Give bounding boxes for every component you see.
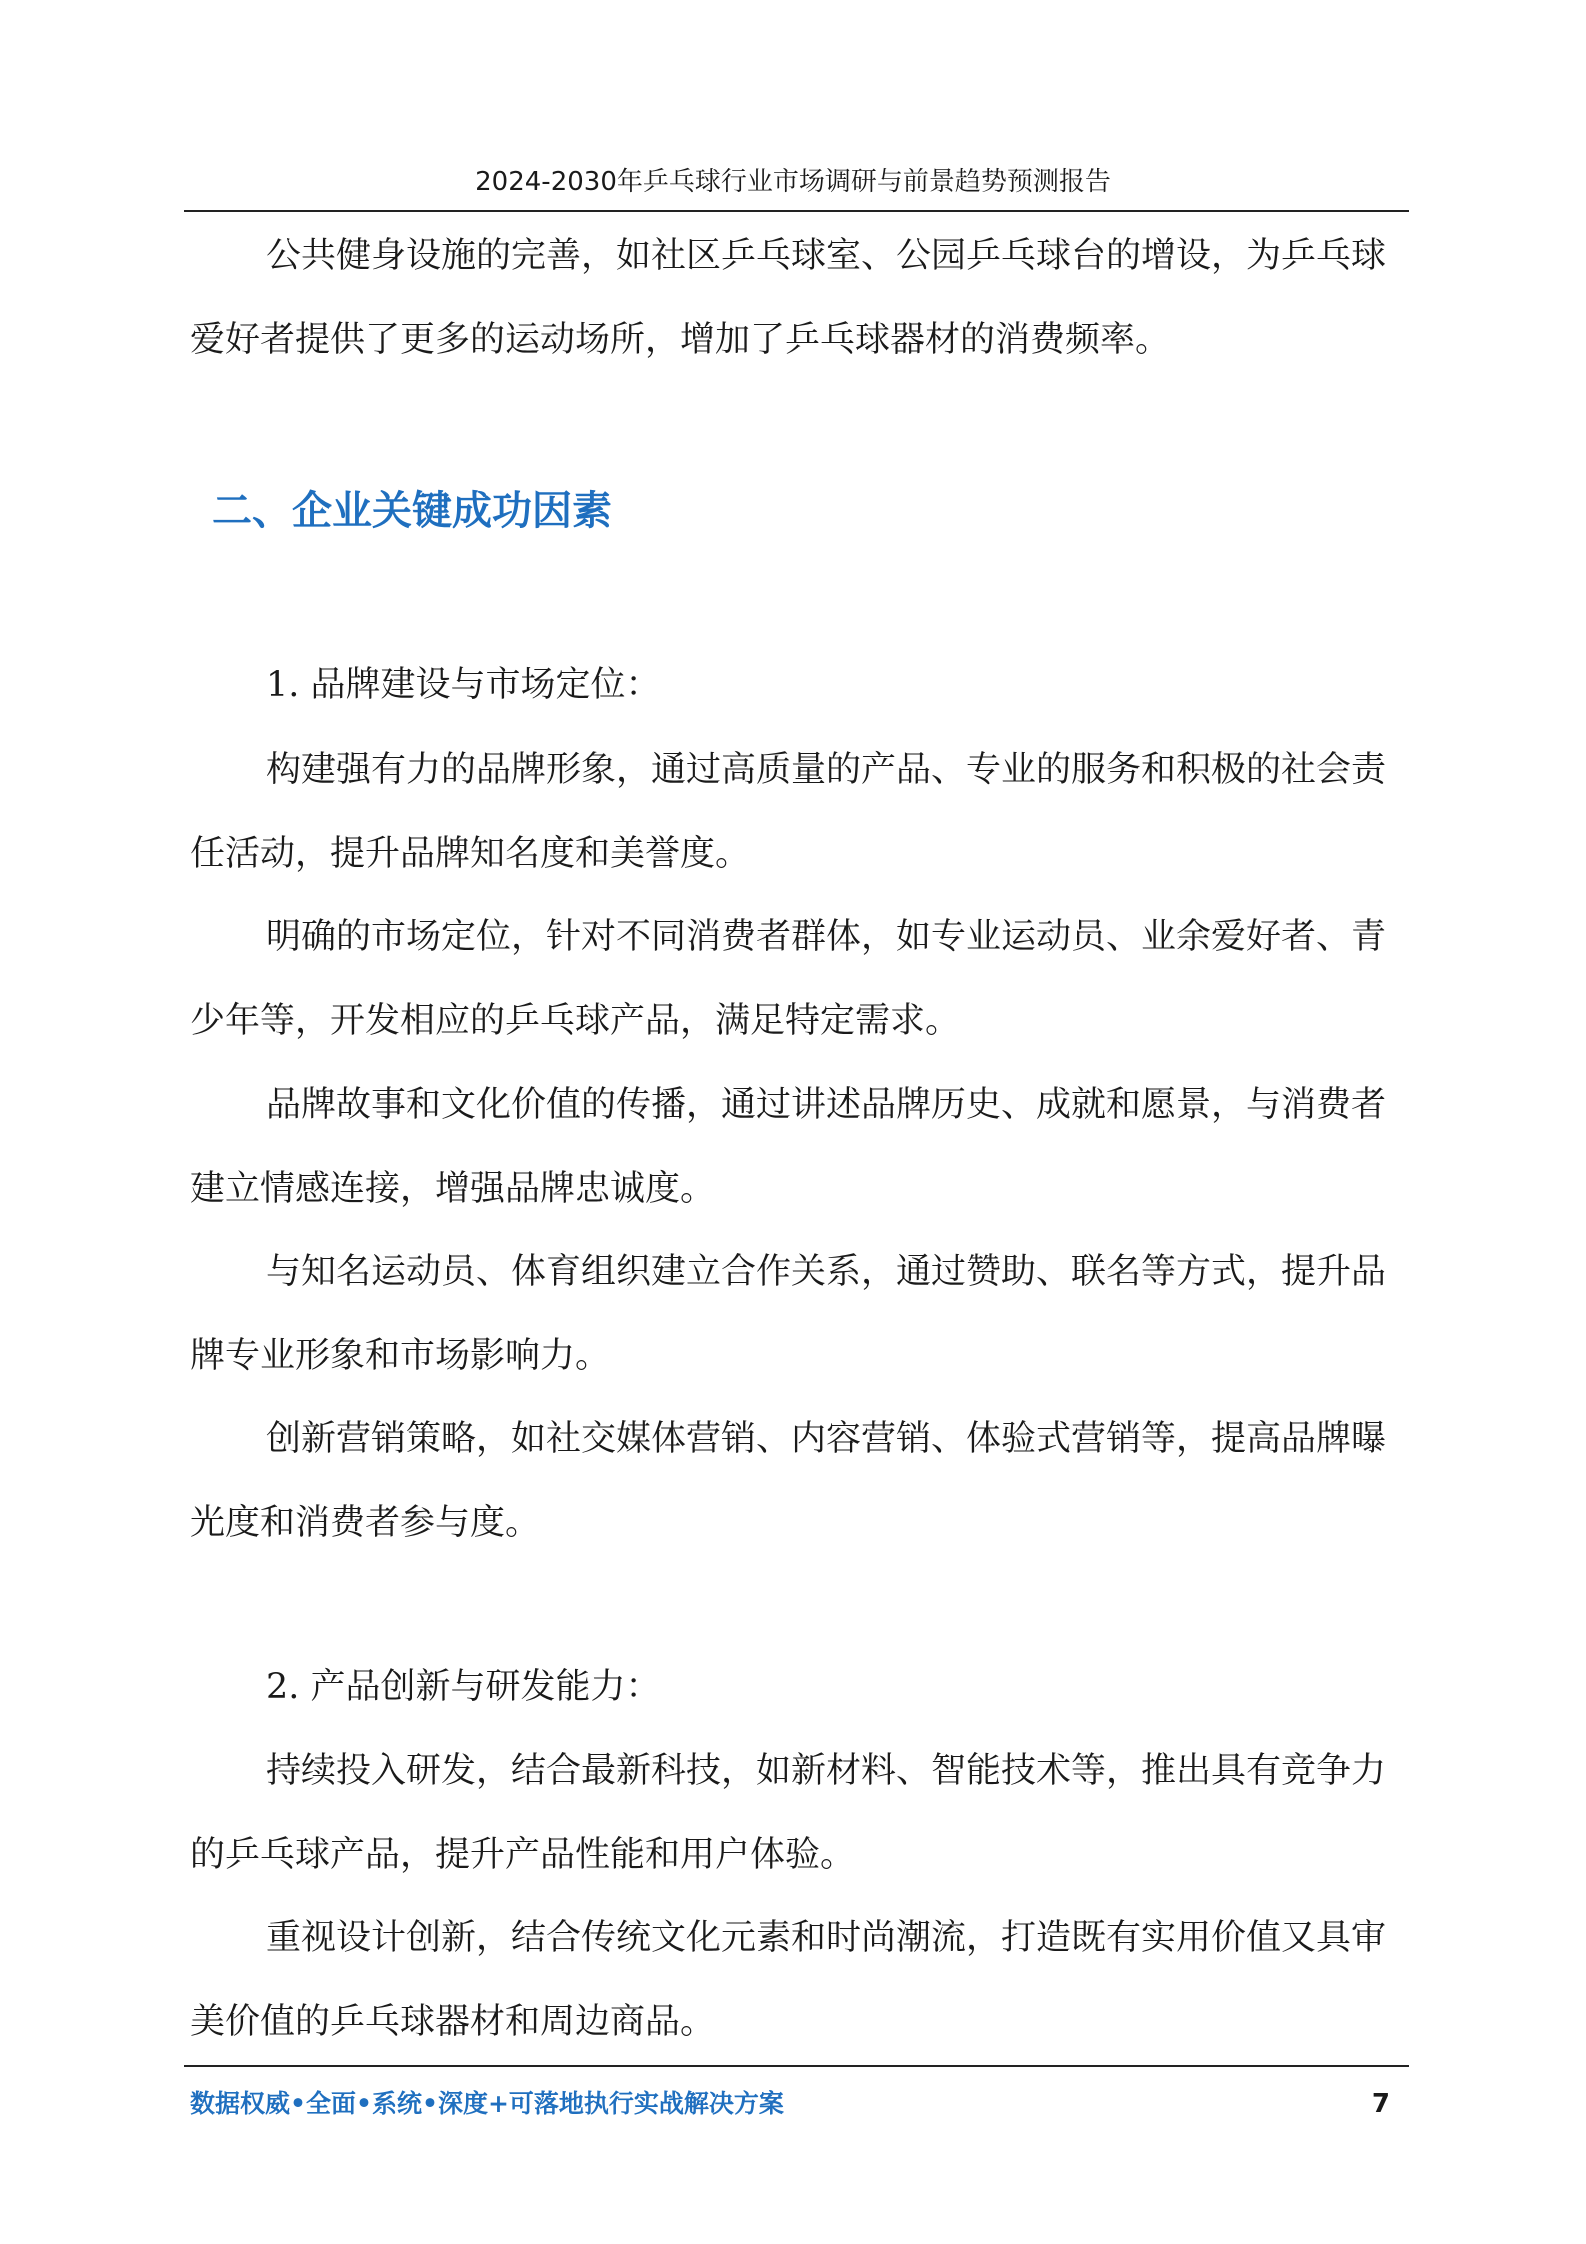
intro-paragraph: 公共健身设施的完善，如社区乒乓球室、公园乒乓球台的增设，为乒乓球爱好者提供了更多的运动场所，增加了乒乓球器材的消费频率。 bbox=[190, 236, 1387, 360]
subsection-1-paragraph-4: 与知名运动员、体育组织建立合作关系，通过赞助、联名等方式，提升品牌专业形象和市场影响力。 bbox=[190, 1252, 1387, 1376]
page-number: 7 bbox=[1371, 2089, 1390, 2119]
subsection-1-paragraph-3: 品牌故事和文化价值的传播，通过讲述品牌历史、成就和愿景，与消费者建立情感连接，增强品牌忠诚度。 bbox=[190, 1085, 1387, 1209]
subsection-1-paragraph-5: 创新营销策略，如社交媒体营销、内容营销、体验式营销等，提高品牌曝光度和消费者参与度。 bbox=[190, 1419, 1387, 1543]
header-divider bbox=[184, 210, 1409, 212]
subsection-2-paragraph-1: 持续投入研发，结合最新科技，如新材料、智能技术等，推出具有竞争力的乒乓球产品，提升产品性能和用户体验。 bbox=[190, 1751, 1387, 1875]
subsection-1-paragraph-1: 构建强有力的品牌形象，通过高质量的产品、专业的服务和积极的社会责任活动，提升品牌知名度和美誉度。 bbox=[190, 750, 1387, 874]
subsection-2-paragraph-2: 重视设计创新，结合传统文化元素和时尚潮流，打造既有实用价值又具审美价值的乒乓球器材和周边商品。 bbox=[190, 1918, 1387, 2042]
subsection-2-title: 2. 产品创新与研发能力： bbox=[266, 1667, 661, 1707]
subsection-1-title: 1. 品牌建设与市场定位： bbox=[266, 665, 661, 705]
subsection-1-paragraph-2: 明确的市场定位，针对不同消费者群体，如专业运动员、业余爱好者、青少年等，开发相应的乒乓球产品，满足特定需求。 bbox=[190, 917, 1387, 1041]
footer-divider bbox=[184, 2065, 1409, 2067]
header-title: 2024-2030年乒乓球行业市场调研与前景趋势预测报告 bbox=[475, 167, 1111, 197]
section-heading: 二、企业关键成功因素 bbox=[212, 488, 612, 534]
footer-slogan: 数据权威•全面•系统•深度+可落地执行实战解决方案 bbox=[190, 2089, 784, 2118]
